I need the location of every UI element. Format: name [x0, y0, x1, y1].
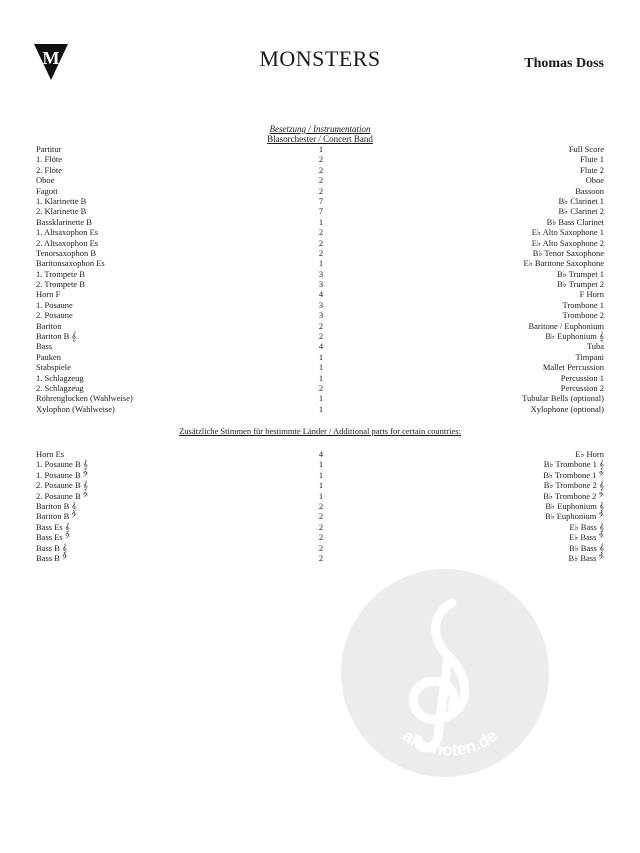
- english-part-name: Mallet Percussion: [542, 362, 604, 373]
- english-part-name: B♭ Clarinet 1: [558, 195, 604, 206]
- table-row: [36, 501, 604, 511]
- table-row: [36, 393, 604, 403]
- part-count: 1: [318, 469, 324, 480]
- german-part-name: 2. Klarinette B: [36, 206, 87, 217]
- part-count: 2: [318, 320, 324, 331]
- part-count: 1: [318, 372, 324, 383]
- part-count: 3: [318, 299, 324, 310]
- table-row: [36, 206, 604, 216]
- table-row: [36, 175, 604, 185]
- german-part-name: Bass Es 𝄞: [36, 521, 70, 532]
- table-row: [36, 289, 604, 299]
- german-part-name: Fagott: [36, 185, 58, 196]
- english-part-name: B♭ Bass 𝄢: [568, 552, 604, 563]
- table-row: [36, 352, 604, 362]
- german-part-name: 1. Trompete B: [36, 268, 85, 279]
- part-count: 2: [318, 175, 324, 186]
- table-row: [36, 196, 604, 206]
- english-part-name: E♭ Horn: [575, 449, 604, 459]
- english-part-name: B♭ Trombone 1 𝄢: [543, 469, 604, 480]
- german-part-name: 1. Flöte: [36, 154, 62, 165]
- instrumentation-heading-line1: Besetzung / Instrumentation: [269, 124, 371, 134]
- german-part-name: Bass B 𝄢: [36, 552, 68, 563]
- english-part-name: E♭ Alto Saxophone 1: [531, 227, 604, 238]
- part-count: 1: [318, 403, 324, 414]
- german-part-name: Partitur: [36, 144, 62, 154]
- english-part-name: B♭ Trumpet 1: [557, 268, 604, 279]
- part-count: 1: [318, 362, 324, 373]
- english-part-name: Tuba: [586, 341, 604, 352]
- additional-parts-heading: Zusätzliche Stimmen für bestimmte Länder / Additional parts for certain countries:: [179, 426, 461, 436]
- german-part-name: Bariton: [36, 320, 62, 331]
- part-count: 1: [318, 216, 324, 227]
- german-part-name: 1. Posaune B 𝄞: [36, 459, 88, 470]
- table-row: [36, 491, 604, 501]
- table-row: [36, 470, 604, 480]
- part-count: 2: [318, 500, 324, 511]
- english-part-name: Trombone 1: [562, 299, 604, 310]
- part-count: 2: [318, 521, 324, 532]
- english-part-name: F Horn: [579, 289, 604, 300]
- english-part-name: Oboe: [585, 175, 604, 186]
- english-part-name: Flute 1: [580, 154, 604, 165]
- instrumentation-heading: [0, 124, 640, 144]
- table-row: [36, 238, 604, 248]
- german-part-name: 2. Posaune: [36, 310, 73, 321]
- english-part-name: B♭ Euphonium 𝄞: [545, 500, 604, 511]
- part-count: 2: [318, 552, 324, 563]
- part-count: 2: [318, 532, 324, 543]
- english-part-name: Bassoon: [575, 185, 604, 196]
- table-row: [36, 543, 604, 553]
- part-count: 4: [318, 449, 324, 459]
- table-row: [36, 341, 604, 351]
- english-part-name: B♭ Clarinet 2: [558, 206, 604, 217]
- german-part-name: Röhrenglocken (Wahlweise): [36, 393, 133, 404]
- english-part-name: B♭ Euphonium 𝄢: [544, 511, 604, 522]
- german-part-name: Xylophon (Wahlweise): [36, 403, 115, 414]
- german-part-name: Oboe: [36, 175, 55, 186]
- part-count: 2: [318, 185, 324, 196]
- instrumentation-heading-line2: Blasorchester / Concert Band: [267, 134, 373, 144]
- table-row: [36, 300, 604, 310]
- table-row: [36, 248, 604, 258]
- german-part-name: 1. Altsaxophon Es: [36, 227, 99, 238]
- german-part-name: Bass: [36, 341, 53, 352]
- english-part-name: B♭ Trombone 2 𝄢: [543, 490, 604, 501]
- german-part-name: 2. Altsaxophon Es: [36, 237, 99, 248]
- part-count: 1: [318, 351, 324, 362]
- part-count: 2: [318, 164, 324, 175]
- table-row: [36, 459, 604, 469]
- table-row: [36, 449, 604, 459]
- part-count: 1: [318, 393, 324, 404]
- german-part-name: Stabspiele: [36, 362, 71, 373]
- svg-text:alle-noten.de: alle-noten.de: [399, 725, 501, 760]
- table-row: [36, 522, 604, 532]
- english-part-name: Xylophone (optional): [530, 403, 604, 414]
- english-part-name: Tubular Bells (optional): [522, 393, 604, 404]
- german-part-name: Bass B 𝄞: [36, 542, 68, 553]
- part-count: 2: [318, 227, 324, 238]
- part-count: 1: [318, 144, 324, 154]
- german-part-name: Horn Es: [36, 449, 65, 459]
- german-part-name: Tenorsaxophon B: [36, 247, 97, 258]
- watermark-treble-clef-icon: [340, 568, 550, 778]
- part-count: 2: [318, 154, 324, 165]
- part-count: 2: [318, 511, 324, 522]
- table-row: [36, 269, 604, 279]
- table-row: [36, 227, 604, 237]
- english-part-name: Trombone 2: [562, 310, 604, 321]
- part-count: 4: [318, 341, 324, 352]
- table-row: [36, 404, 604, 414]
- german-part-name: Bariton B 𝄞: [36, 500, 77, 511]
- table-row: [36, 186, 604, 196]
- part-count: 3: [318, 310, 324, 321]
- english-part-name: B♭ Trombone 1 𝄞: [543, 459, 604, 470]
- piece-title: MONSTERS: [259, 46, 381, 71]
- english-part-name: B♭ Bass Clarinet: [546, 216, 604, 227]
- english-part-name: Percussion 1: [560, 372, 604, 383]
- additional-parts-table: [36, 449, 604, 563]
- table-row: [36, 258, 604, 268]
- english-part-name: B♭ Euphonium 𝄞: [545, 331, 604, 342]
- german-part-name: 2. Flöte: [36, 164, 62, 175]
- table-row: [36, 279, 604, 289]
- german-part-name: 1. Posaune: [36, 299, 73, 310]
- english-part-name: E♭ Bass 𝄢: [569, 532, 604, 543]
- part-count: 3: [318, 268, 324, 279]
- part-count: 1: [318, 258, 324, 269]
- table-row: [36, 362, 604, 372]
- table-row: [36, 154, 604, 164]
- english-part-name: Baritone / Euphonium: [528, 320, 604, 331]
- german-part-name: 1. Posaune B 𝄢: [36, 469, 89, 480]
- instrumentation-table: [36, 144, 604, 414]
- english-part-name: Flute 2: [580, 164, 604, 175]
- part-count: 7: [318, 195, 324, 206]
- german-part-name: Horn F: [36, 289, 61, 300]
- part-count: 2: [318, 331, 324, 342]
- english-part-name: Timpani: [575, 351, 604, 362]
- english-part-name: E♭ Bass 𝄞: [569, 521, 604, 532]
- part-count: 1: [318, 459, 324, 470]
- part-count: 1: [318, 490, 324, 501]
- part-count: 2: [318, 382, 324, 393]
- english-part-name: E♭ Alto Saxophone 2: [531, 237, 604, 248]
- table-row: [36, 144, 604, 154]
- german-part-name: 2. Trompete B: [36, 279, 85, 290]
- table-row: [36, 165, 604, 175]
- table-row: [36, 373, 604, 383]
- german-part-name: Bassklarinette B: [36, 216, 92, 227]
- english-part-name: B♭ Trumpet 2: [557, 279, 604, 290]
- english-part-name: B♭ Bass 𝄞: [568, 542, 604, 553]
- german-part-name: 2. Posaune B 𝄢: [36, 490, 89, 501]
- german-part-name: 1. Schlagzeug: [36, 372, 84, 383]
- table-row: [36, 310, 604, 320]
- table-row: [36, 331, 604, 341]
- german-part-name: 2. Schlagzeug: [36, 382, 84, 393]
- german-part-name: 1. Klarinette B: [36, 195, 87, 206]
- part-count: 7: [318, 206, 324, 217]
- table-row: [36, 511, 604, 521]
- table-row: [36, 217, 604, 227]
- english-part-name: B♭ Trombone 2 𝄞: [543, 480, 604, 491]
- german-part-name: Bass Es 𝄢: [36, 532, 71, 543]
- german-part-name: Bariton B 𝄞: [36, 331, 77, 342]
- english-part-name: E♭ Baritone Saxophone: [523, 258, 604, 269]
- german-part-name: Baritonsaxophon Es: [36, 258, 105, 269]
- english-part-name: Percussion 2: [560, 382, 604, 393]
- english-part-name: Full Score: [568, 144, 604, 154]
- german-part-name: 2. Posaune B 𝄞: [36, 480, 88, 491]
- table-row: [36, 553, 604, 563]
- part-count: 4: [318, 289, 324, 300]
- part-count: 2: [318, 247, 324, 258]
- composer-name: Thomas Doss: [524, 56, 604, 71]
- table-row: [36, 383, 604, 393]
- table-row: [36, 532, 604, 542]
- part-count: 3: [318, 279, 324, 290]
- part-count: 1: [318, 480, 324, 491]
- svg-text:M: M: [42, 48, 60, 68]
- part-count: 2: [318, 237, 324, 248]
- part-count: 2: [318, 542, 324, 553]
- table-row: [36, 480, 604, 490]
- german-part-name: Pauken: [36, 351, 62, 362]
- english-part-name: B♭ Tenor Saxophone: [532, 247, 604, 258]
- table-row: [36, 321, 604, 331]
- german-part-name: Bariton B 𝄢: [36, 511, 77, 522]
